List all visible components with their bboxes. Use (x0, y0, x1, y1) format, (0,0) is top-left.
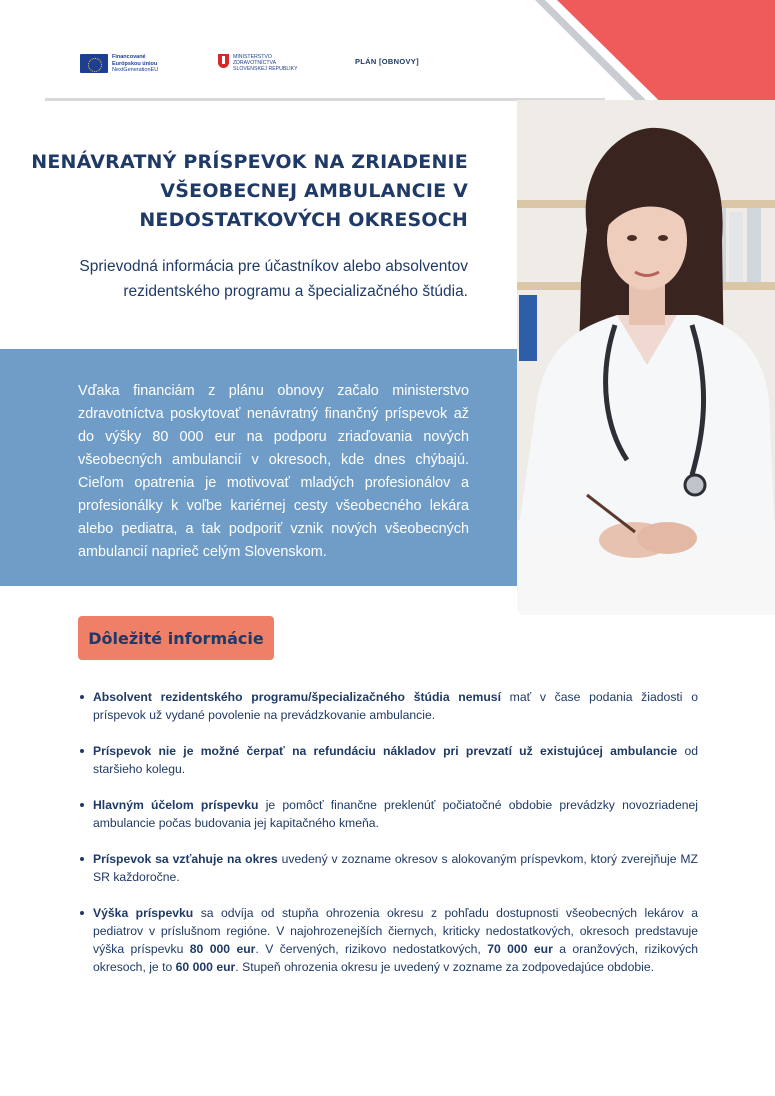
ministry-logo-line3: SLOVENSKEJ REPUBLIKY (233, 66, 298, 73)
list-item (80, 850, 698, 886)
eu-logo-line2: Európskou úniou (112, 60, 158, 67)
subtitle-line-1: Sprievodná informácia pre účastníkov alebo absolventov (79, 258, 468, 275)
ministry-logo-line1: MINISTERSTVO (233, 54, 272, 60)
bullet-bold-text: 80 000 eur (189, 942, 256, 956)
list-item (80, 904, 698, 976)
info-list (80, 688, 698, 994)
bullet-text: . V červených, rizikovo nedostatkových, (255, 942, 488, 956)
bullet-text: od staršieho kolegu. (93, 744, 698, 776)
title-line-2: VŠEOBECNEJ AMBULANCIE V (160, 180, 468, 202)
bullet-bold-text: Príspevok nie je možné čerpať na refundáciu nákladov pri prevzatí už existujúcej ambulancie (93, 744, 678, 758)
plan-obnovy-logo: PLÁN [OBNOVY] (355, 57, 419, 66)
bullet-bold-text: Príspevok sa vzťahuje na okres (93, 852, 278, 866)
bullet-text: mať v čase podania žiadosti o príspevok už vydané povolenie na prevádzkovanie ambulancie. (93, 690, 698, 722)
title-line-1: NENÁVRATNÝ PRÍSPEVOK NA ZRIADENIE (31, 151, 468, 173)
title-line-3: NEDOSTATKOVÝCH OKRESOCH (139, 209, 468, 231)
ministry-logo-line2: ZDRAVOTNÍCTVA (233, 60, 277, 67)
bullet-text: sa odvíja od stupňa ohrozenia okresu z pohľadu dostupnosti všeobecných lekárov a pediatrov v príslušnom regióne. V najohrozenejších čiernych, kriticky nedostatkových, okresoch predstavuje výška príspevku (93, 906, 699, 956)
ministry-logo (218, 54, 318, 78)
bullet-text: uvedený v zozname okresov s alokovaným príspevkom, ktorý zverejňuje MZ SR každoročne. (93, 852, 698, 884)
page-title (28, 148, 468, 235)
subtitle-line-2: rezidentského programu a špecializačného štúdia. (123, 283, 468, 300)
bullet-text: a oranžových, rizikových okresoch, je to (93, 942, 698, 974)
bullet-bold-text: 60 000 eur (175, 960, 236, 974)
bullet-bold-text: Výška príspevku (93, 906, 194, 920)
list-item (80, 796, 698, 832)
list-item (80, 742, 698, 778)
doctor-photo (517, 100, 775, 615)
ministry-shield-icon (218, 54, 229, 68)
list-item (80, 688, 698, 724)
eu-logo (80, 54, 190, 78)
intro-paragraph: Vďaka financiám z plánu obnovy začalo ministerstvo zdravotníctva poskytovať nenávratný finančný príspevok až do výšky 80 000 eur na podporu zriaďovania nových všeobecných ambulancií v okresoch, kde dnes chýbajú. Cieľom opatrenia je motivovať mladých profesionálov a profesionálky k voľbe kariérnej cesty všeobecného lekára alebo pediatra, a tak podporiť vznik nových všeobecných ambulancií naprieč celým Slovenskom. (78, 383, 469, 560)
bullet-bold-text: Hlavným účelom príspevku (93, 798, 259, 812)
eu-flag-icon (80, 54, 108, 73)
bullet-bold-text: 70 000 eur (487, 942, 553, 956)
eu-logo-line1: Financované (112, 54, 146, 60)
bullet-text: . Stupeň ohrozenia okresu je uvedený v zozname za zodpovedajúce obdobie. (235, 960, 655, 974)
bullet-bold-text: Absolvent rezidentského programu/špecializačného štúdia nemusí (93, 690, 501, 704)
bullet-text: je pomôcť finančne preklenúť počiatočné obdobie prevádzky novozriadenej ambulancie počas budovania jej kapitačného kmeňa. (93, 798, 698, 830)
eu-logo-line3: NextGenerationEU (112, 67, 159, 73)
important-info-badge: Dôležité informácie (78, 616, 274, 660)
page-subtitle (28, 254, 468, 304)
